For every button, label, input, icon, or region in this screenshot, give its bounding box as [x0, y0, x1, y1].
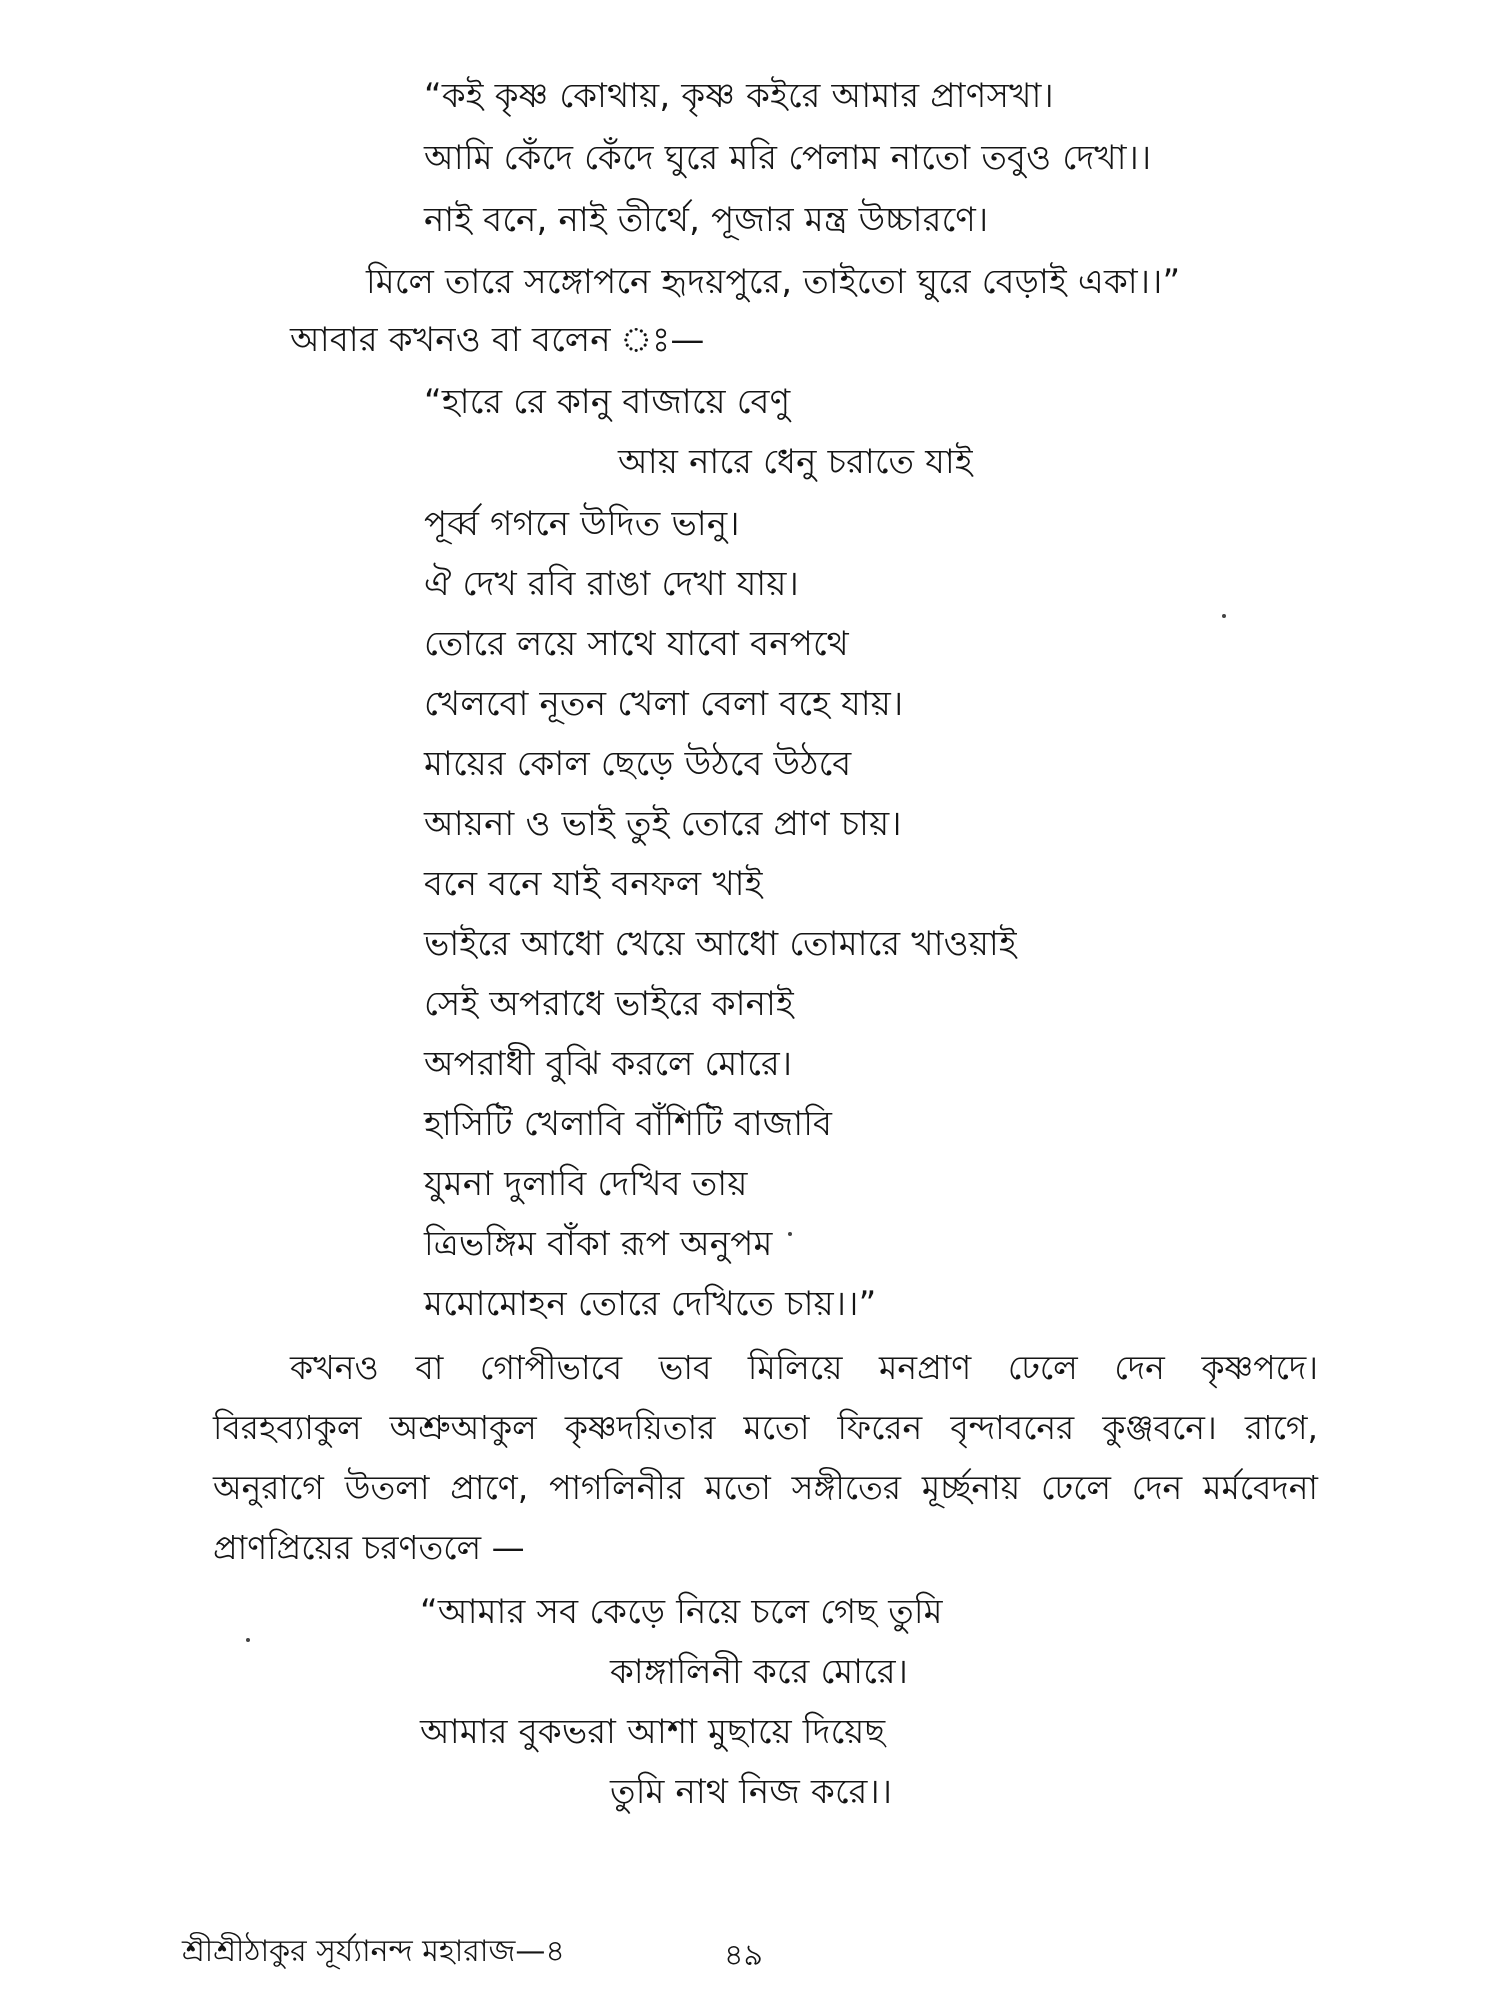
song2-line-2: আয় নারে ধেনু চরাতে যাই — [618, 442, 973, 482]
scan-speck — [788, 1232, 792, 1236]
scan-speck — [1222, 614, 1226, 618]
song2-line-9: বনে বনে যাই বনফল খাই — [424, 864, 763, 904]
song3-line-4: তুমি নাথ নিজ করে।। — [610, 1772, 893, 1812]
paragraph-line-1: কখনও বা গোপীভাবে ভাব মিলিয়ে মনপ্রাণ ঢেলে দেন কৃষ্ণপদে। — [290, 1348, 1318, 1387]
song1-line-1: “কই কৃষ্ণ কোথায়, কৃষ্ণ কইরে আমার প্রাণসখা। — [424, 76, 1054, 116]
song2-line-7: মায়ের কোল ছেড়ে উঠবে উঠবে — [424, 744, 852, 784]
song1-line-3: নাই বনে, নাই তীর্থে, পূজার মন্ত্র উচ্চারণে। — [424, 200, 989, 240]
paragraph-line-2: বিরহব্যাকুল অশ্রুআকুল কৃষ্ণদয়িতার মতো ফিরেন বৃন্দাবনের কুঞ্জবনে। রাগে, — [213, 1408, 1318, 1447]
song2-line-8: আয়না ও ভাই তুই তোরে প্রাণ চায়। — [424, 804, 902, 844]
song2-line-15: ত্রিভঙ্গিম বাঁকা রূপ অনুপম — [424, 1224, 773, 1264]
intro-line: আবার কখনও বা বলেন ঃ— — [290, 320, 705, 360]
song2-line-14: যুমনা দুলাবি দেখিব তায় — [424, 1164, 748, 1204]
song3-line-3: আমার বুকভরা আশা মুছায়ে দিয়েছ — [420, 1712, 886, 1752]
footer-page-number: ৪৯ — [724, 1938, 763, 1973]
song2-line-13: হাসিটি খেলাবি বাঁশিটি বাজাবি — [424, 1104, 833, 1144]
song2-line-11: সেই অপরাধে ভাইরে কানাই — [424, 984, 794, 1024]
paragraph-line-3: অনুরাগে উতলা প্রাণে, পাগলিনীর মতো সঙ্গীতের মূর্চ্ছনায় ঢেলে দেন মর্মবেদনা — [213, 1468, 1318, 1507]
song2-line-4: ঐ দেখ রবি রাঙা দেখা যায়। — [424, 564, 799, 604]
song1-line-2: আমি কেঁদে কেঁদে ঘুরে মরি পেলাম নাতো তবুও দেখা।। — [424, 138, 1152, 178]
song1-line-4: মিলে তারে সঙ্গোপনে হৃদয়পুরে, তাইতো ঘুরে বেড়াই একা।।” — [366, 262, 1181, 302]
song2-line-10: ভাইরে আধো খেয়ে আধো তোমারে খাওয়াই — [424, 924, 1017, 964]
song2-line-16: মমোমোহন তোরে দেখিতে চায়।।” — [424, 1284, 877, 1324]
song2-line-6: খেলবো নূতন খেলা বেলা বহে যায়। — [424, 684, 904, 724]
song2-line-3: পূর্ব্ব গগনে উদিত ভানু। — [424, 504, 740, 544]
paragraph-line-4: প্রাণপ্রিয়ের চরণতলে — — [213, 1528, 525, 1567]
song2-line-5: তোরে লয়ে সাথে যাবো বনপথে — [424, 624, 849, 664]
song3-line-2: কাঙ্গালিনী করে মোরে। — [610, 1652, 909, 1692]
scan-speck — [246, 1638, 250, 1642]
footer-book-title: শ্রীশ্রীঠাকুর সূর্য্যানন্দ মহারাজ—৪ — [182, 1934, 565, 1969]
song2-line-12: অপরাধী বুঝি করলে মোরে। — [424, 1044, 793, 1084]
song2-line-1: “হারে রে কানু বাজায়ে বেণু — [424, 382, 791, 422]
song3-line-1: “আমার সব কেড়ে নিয়ে চলে গেছ তুমি — [420, 1592, 943, 1632]
